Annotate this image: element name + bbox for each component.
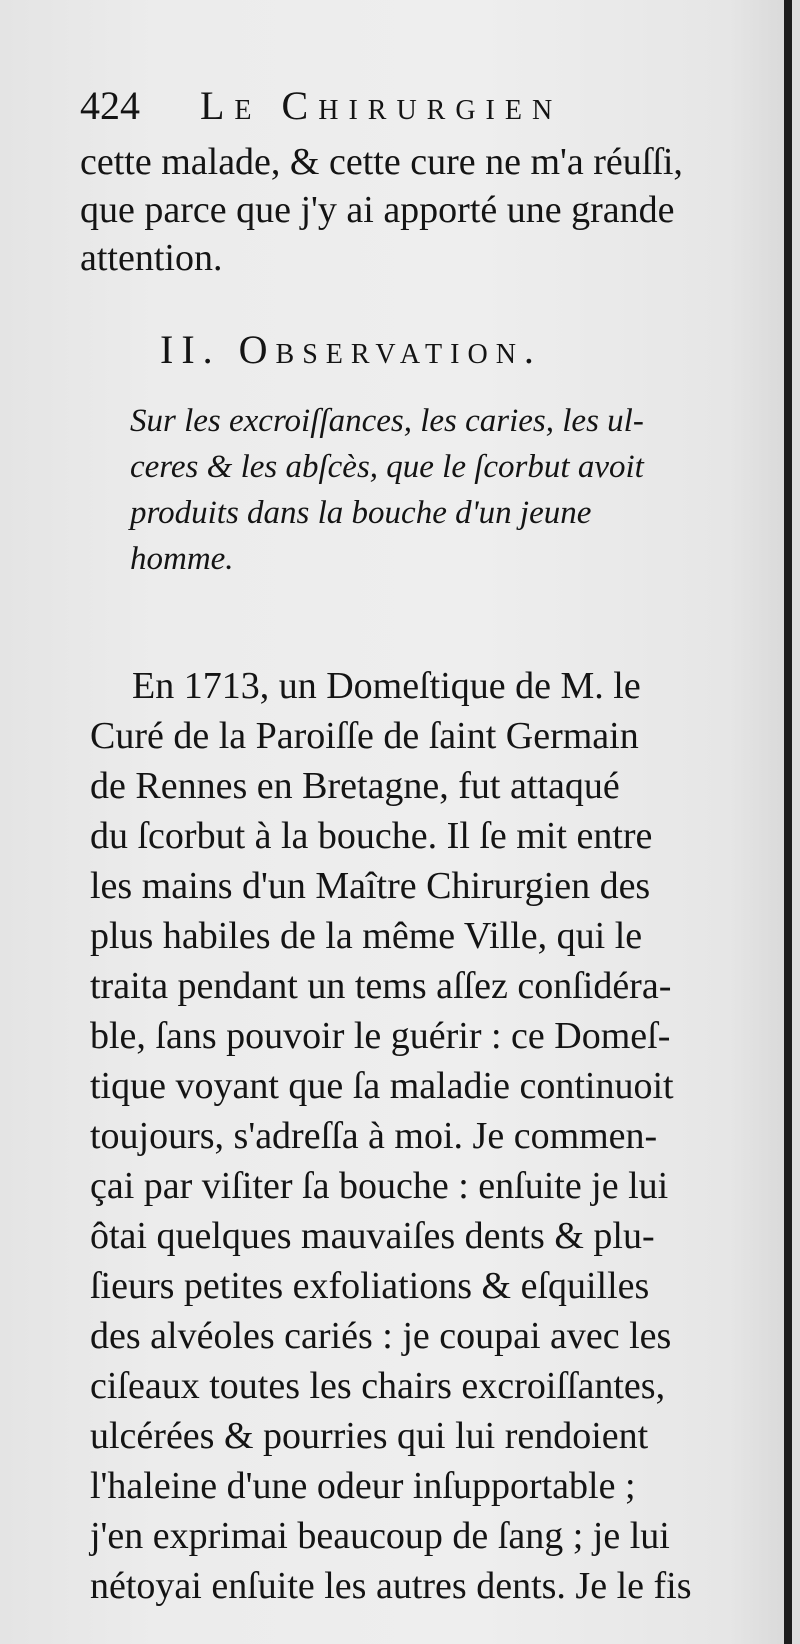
intro-paragraph xyxy=(80,138,770,282)
section-subheading xyxy=(130,398,770,582)
page-number: 424 xyxy=(80,83,140,128)
text-line: l'haleine d'une odeur inſupportable ; xyxy=(90,1465,636,1507)
page-header xyxy=(80,76,720,136)
text-line: nétoyai enſuite les autres dents. Je le fis xyxy=(90,1565,692,1607)
text-line: ble, ſans pouvoir le guérir : ce Domeſ- xyxy=(90,1015,671,1057)
text-line: que parce que j'y ai apporté une grande xyxy=(80,189,675,231)
subheading-line: homme. xyxy=(130,541,234,577)
text-line: çai par viſiter ſa bouche : enſuite je lui xyxy=(90,1165,669,1207)
text-line: Curé de la Paroiſſe de ſaint Germain xyxy=(90,715,639,757)
text-line: traita pendant un tems aſſez conſidéra- xyxy=(90,965,672,1007)
subheading-line: Sur les excroiſſances, les caries, les ul- xyxy=(130,403,644,439)
text-line: ciſeaux toutes les chairs excroiſſantes, xyxy=(90,1365,666,1407)
running-title: Le Chirurgien xyxy=(200,83,563,128)
page-edge xyxy=(784,0,792,1644)
text-line: toujours, s'adreſſa à moi. Je commen- xyxy=(90,1115,658,1157)
text-line: du ſcorbut à la bouche. Il ſe mit entre xyxy=(90,815,653,857)
text-line: tique voyant que ſa maladie continuoit xyxy=(90,1065,674,1107)
text-line: ſieurs petites exfoliations & eſquilles xyxy=(90,1265,650,1307)
subheading-line: produits dans la bouche d'un jeune xyxy=(130,495,592,531)
text-line: j'en exprimai beaucoup de ſang ; je lui xyxy=(90,1515,670,1557)
body-paragraph xyxy=(90,661,770,1611)
subheading-line: ceres & les abſcès, que le ſcorbut avoit xyxy=(130,449,644,485)
text-line: des alvéoles cariés : je coupai avec les xyxy=(90,1315,672,1357)
text-line: En 1713, un Domeſtique de M. le xyxy=(132,665,641,707)
text-line: plus habiles de la même Ville, qui le xyxy=(90,915,643,957)
section-heading: II. Observation. xyxy=(160,327,542,372)
text-line: attention. xyxy=(80,237,223,279)
text-line: les mains d'un Maître Chirurgien des xyxy=(90,865,651,907)
text-line: de Rennes en Bretagne, fut attaqué xyxy=(90,765,620,807)
text-line: cette malade, & cette cure ne m'a réuſſi, xyxy=(80,141,683,183)
text-line: ulcérées & pourries qui lui rendoient xyxy=(90,1415,649,1457)
text-line: ôtai quelques mauvaiſes dents & plu- xyxy=(90,1215,655,1257)
